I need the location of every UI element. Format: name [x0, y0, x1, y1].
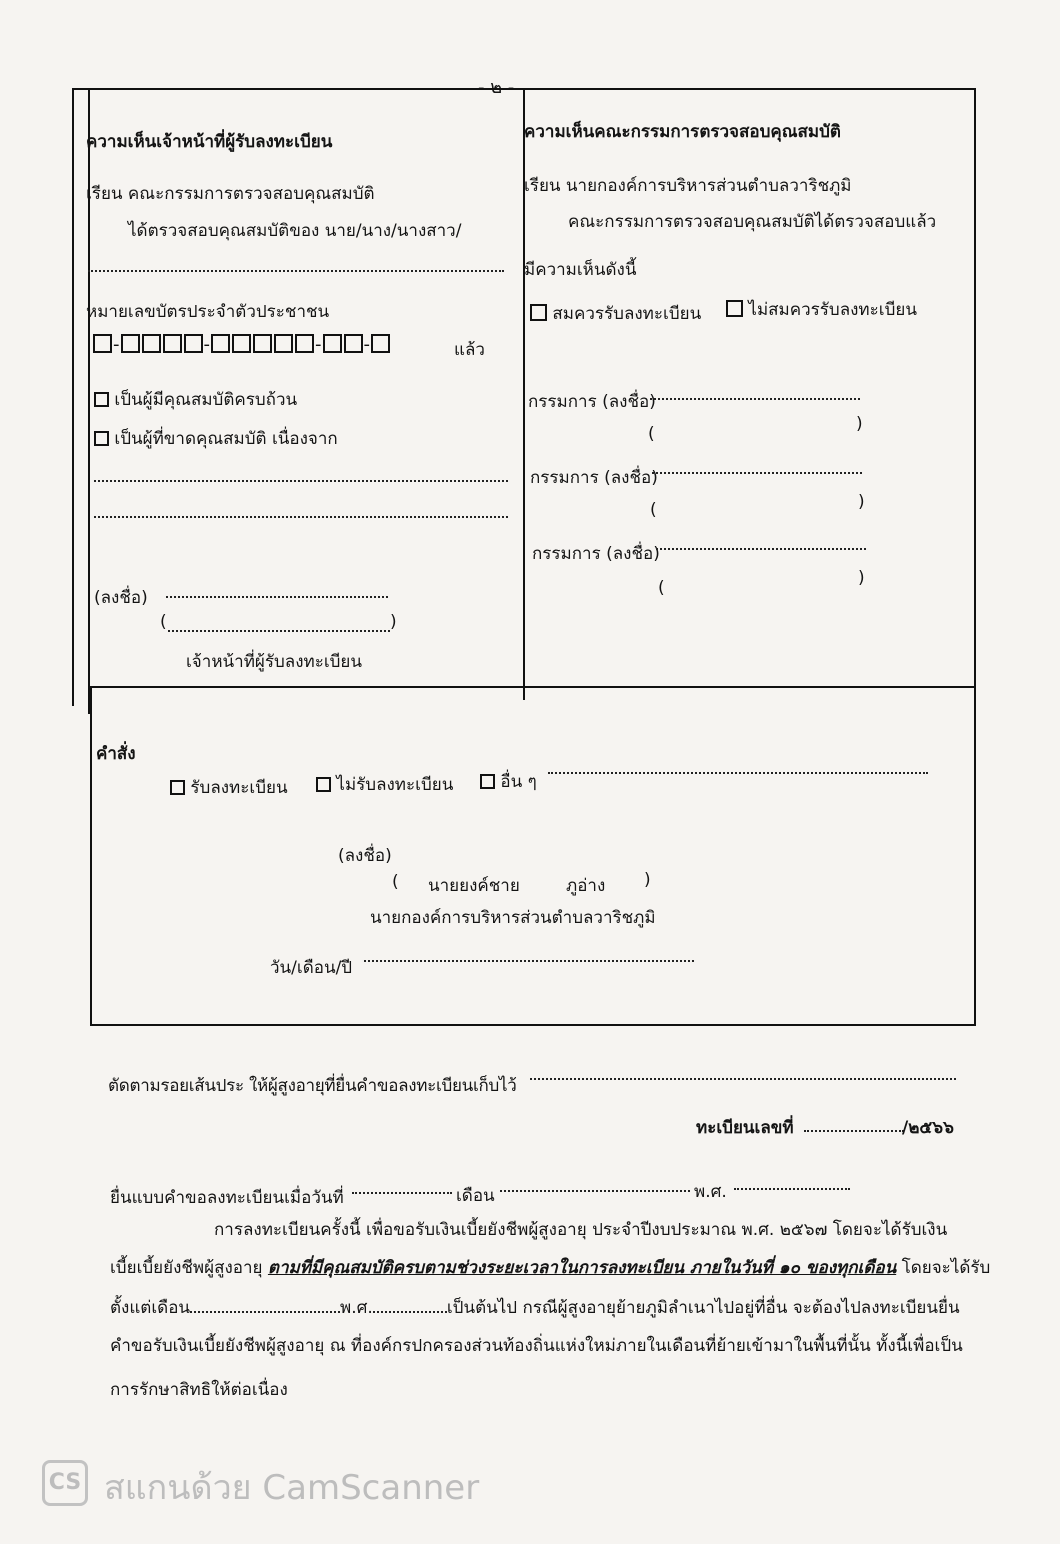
para-5: การรักษาสิทธิให้ต่อเนื่อง [110, 1380, 288, 1400]
id-digit-box[interactable] [344, 334, 363, 353]
committee-1-label: กรรมการ (ลงชื่อ) [528, 392, 656, 412]
reject-checkbox[interactable] [316, 777, 331, 792]
reg-no-label: ทะเบียนเลขที่ [696, 1118, 794, 1138]
page-number: - ๒ - [478, 77, 515, 98]
order-signer-first: นายยงค์ชาย [428, 876, 520, 896]
scanner-watermark: สแกนด้วย CamScanner [104, 1468, 480, 1508]
order-signer-title: นายกองค์การบริหารส่วนตำบลวาริชภูมิ [370, 908, 656, 928]
submit-month-blank[interactable] [500, 1190, 690, 1192]
cut-line-text: ตัดตามรอยเส้นประ ให้ผู้สูงอายุที่ยื่นคำขอลงทะเบียนเก็บไว้ [108, 1076, 517, 1096]
para-2-pre: เบี้ยเบี้ยยังชีพผู้สูงอายุ [110, 1258, 263, 1278]
left-checked-line: ได้ตรวจสอบคุณสมบัติของ นาย/นาง/นางสาว/ [128, 221, 462, 241]
unqualified-label: เป็นผู้ที่ขาดคุณสมบัติ เนื่องจาก [114, 429, 338, 449]
option-reject[interactable] [316, 771, 453, 798]
committee-3-paren-close: ) [858, 568, 865, 588]
option-other[interactable] [480, 768, 537, 795]
ineligible-checkbox[interactable] [726, 300, 743, 317]
left-sign-blank[interactable] [166, 596, 388, 598]
qualified-checkbox[interactable] [94, 392, 109, 407]
eligible-checkbox[interactable] [530, 304, 547, 321]
reject-label: ไม่รับลงทะเบียน [336, 775, 454, 795]
submit-year-label: พ.ศ. [694, 1182, 727, 1202]
para-3-c: เป็นต้นไป กรณีผู้สูงอายุย้ายภูมิลำเนาไปอยู่ที่อื่น จะต้องไปลงทะเบียนยื่น [446, 1298, 960, 1318]
id-digit-box[interactable] [371, 334, 390, 353]
left-panel-title: ความเห็นเจ้าหน้าที่ผู้รับลงทะเบียน [86, 132, 333, 152]
submit-month-label: เดือน [456, 1186, 495, 1206]
submit-day-blank[interactable] [352, 1192, 452, 1194]
id-digit-box[interactable] [323, 334, 342, 353]
right-line2: มีความเห็นดังนี้ [524, 260, 637, 280]
left-salutation: เรียน คณะกรรมการตรวจสอบคุณสมบัติ [86, 184, 375, 204]
para-2 [110, 1254, 990, 1281]
other-checkbox[interactable] [480, 774, 495, 789]
id-digit-box[interactable] [295, 334, 314, 353]
id-number-boxes[interactable]: - - - - [92, 334, 391, 355]
para-3-b: พ.ศ. [340, 1298, 373, 1318]
committee-1-paren-open: ( [648, 424, 655, 444]
left-sign-role: เจ้าหน้าที่ผู้รับลงทะเบียน [186, 652, 363, 672]
committee-3-sign-blank[interactable] [656, 548, 866, 550]
accept-label: รับลงทะเบียน [190, 778, 288, 798]
reg-no-blank[interactable] [804, 1130, 904, 1132]
committee-3-label: กรรมการ (ลงชื่อ) [532, 544, 660, 564]
cut-line-dots [530, 1078, 956, 1080]
qualified-label: เป็นผู้มีคุณสมบัติครบถ้วน [114, 390, 298, 410]
para-2-emphasis: ตามที่มีคุณสมบัติครบตามช่วงระยะเวลาในการลงทะเบียน ภายในวันที่ ๑๐ ของทุกเดือน [267, 1258, 897, 1278]
committee-2-paren-open: ( [650, 500, 657, 520]
order-paren-open: ( [392, 872, 399, 892]
para-1: การลงทะเบียนครั้งนี้ เพื่อขอรับเงินเบี้ยยังชีพผู้สูงอายุ ประจำปีงบประมาณ พ.ศ. ๒๕๖๗ โดยจะได้รับเงิน [214, 1220, 948, 1240]
order-signer-last: ภูอ่าง [566, 876, 606, 896]
para-3 [110, 1294, 960, 1321]
committee-2-label: กรรมการ (ลงชื่อ) [530, 468, 658, 488]
order-date-blank[interactable] [364, 960, 694, 962]
para-3-a: ตั้งแต่เดือน [110, 1298, 191, 1318]
para-2-post: โดยจะได้รับ [901, 1258, 991, 1278]
order-title: คำสั่ง [96, 744, 136, 764]
submit-date-label: ยื่นแบบคำขอลงทะเบียนเมื่อวันที่ [110, 1188, 344, 1208]
order-date-label: วัน/เดือน/ปี [270, 958, 353, 978]
reg-no-year: /๒๕๖๖ [902, 1118, 954, 1138]
order-frame [90, 686, 976, 1026]
committee-2-paren-close: ) [858, 492, 865, 512]
reason-blank-2[interactable] [94, 516, 508, 518]
id-digit-box[interactable] [274, 334, 293, 353]
start-month-blank[interactable] [190, 1311, 340, 1313]
right-panel-title: ความเห็นคณะกรรมการตรวจสอบคุณสมบัติ [524, 122, 841, 142]
reason-blank-1[interactable] [94, 480, 508, 482]
para-4: คำขอรับเงินเบี้ยยังชีพผู้สูงอายุ ณ ที่องค์กรปกครองส่วนท้องถิ่นแห่งใหม่ภายในเดือนที่ย้ายเข้ามาในพื้นที่นั้น ทั้งนี้เพื่อเป็น [110, 1336, 963, 1356]
name-blank[interactable] [88, 270, 504, 272]
committee-2-sign-blank[interactable] [652, 472, 862, 474]
order-paren-close: ) [644, 870, 651, 890]
id-digit-box[interactable] [232, 334, 251, 353]
unqualified-checkbox[interactable] [94, 431, 109, 446]
id-digit-box[interactable] [253, 334, 272, 353]
camscanner-logo-icon: CS [42, 1460, 88, 1506]
option-ineligible[interactable] [726, 296, 917, 323]
id-digit-box[interactable] [184, 334, 203, 353]
option-accept[interactable] [170, 774, 288, 801]
option-eligible[interactable] [530, 300, 701, 327]
id-suffix: แล้ว [454, 340, 485, 360]
other-label: อื่น ๆ [500, 772, 537, 792]
left-name-blank[interactable] [168, 630, 390, 632]
accept-checkbox[interactable] [170, 780, 185, 795]
id-digit-box[interactable] [163, 334, 182, 353]
left-paren-open: ( [160, 612, 167, 632]
start-year-blank[interactable] [373, 1311, 447, 1313]
committee-1-paren-close: ) [856, 414, 863, 434]
other-reason-blank[interactable] [548, 772, 928, 774]
right-salutation: เรียน นายกองค์การบริหารส่วนตำบลวาริชภูมิ [524, 176, 852, 196]
order-sign-label: (ลงชื่อ) [338, 846, 392, 866]
option-unqualified[interactable] [94, 425, 338, 452]
left-paren-close: ) [390, 612, 397, 632]
id-digit-box[interactable] [211, 334, 230, 353]
ineligible-label: ไม่สมควรรับลงทะเบียน [748, 300, 917, 320]
id-digit-box[interactable] [142, 334, 161, 353]
committee-3-paren-open: ( [658, 578, 665, 598]
committee-1-sign-blank[interactable] [650, 398, 860, 400]
id-label: หมายเลขบัตรประจำตัวประชาชน [86, 302, 330, 322]
option-qualified[interactable] [94, 386, 297, 413]
submit-year-blank[interactable] [734, 1188, 850, 1190]
id-digit-box[interactable] [93, 334, 112, 353]
left-sign-label: (ลงชื่อ) [94, 588, 148, 608]
right-line1: คณะกรรมการตรวจสอบคุณสมบัติได้ตรวจสอบแล้ว [568, 212, 937, 232]
id-digit-box[interactable] [121, 334, 140, 353]
eligible-label: สมควรรับลงทะเบียน [552, 304, 702, 324]
